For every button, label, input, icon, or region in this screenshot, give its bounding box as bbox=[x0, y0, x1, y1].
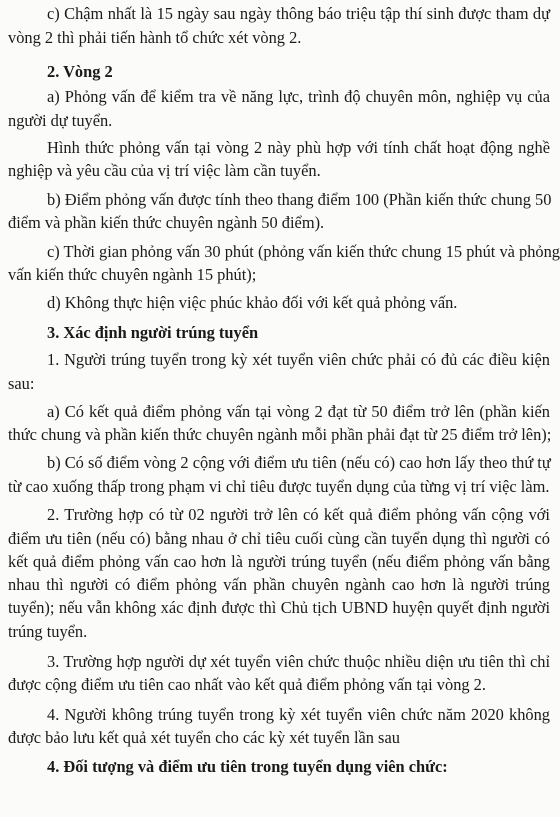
para-line: người dự tuyển. bbox=[8, 111, 113, 130]
para-line: được cộng điểm ưu tiên cao nhất vào kết quả điểm phỏng vấn tại vòng 2. bbox=[8, 675, 486, 694]
para-line: Hình thức phỏng vấn tại vòng 2 này phù hợp với tính chất hoạt động nghề bbox=[47, 138, 550, 157]
para-line: d) Không thực hiện việc phúc khảo đối với kết quả phỏng vấn. bbox=[47, 293, 458, 312]
para-line: b) Điểm phỏng vấn được tính theo thang điểm 100 (Phần kiến thức chung 50 bbox=[47, 190, 552, 209]
para-line: điểm ưu tiên (nếu có) bằng nhau ở chỉ tiêu cuối cùng cần tuyển dụng thì người có bbox=[8, 529, 550, 548]
para-line: 1. Người trúng tuyển trong kỳ xét tuyển viên chức phải có đủ các điều kiện bbox=[47, 350, 550, 369]
para-line: c) Chậm nhất là 15 ngày sau ngày thông báo triệu tập thí sinh được tham dự bbox=[47, 4, 550, 23]
para-line: 2. Trường hợp có từ 02 người trở lên có kết quả điểm phỏng vấn cộng với bbox=[47, 505, 550, 524]
para-line: thức chung và phần kiến thức chuyên ngành mỗi phần phải đạt từ 25 điểm trở lên); bbox=[8, 425, 552, 444]
para-line: từ cao xuống thấp trong phạm vi chỉ tiêu được tuyển dụng của từng vị trí việc làm. bbox=[8, 477, 550, 496]
para-line: b) Có số điểm vòng 2 cộng với điểm ưu tiên (nếu có) cao hơn lấy theo thứ tự bbox=[47, 453, 551, 472]
para-line: c) Thời gian phỏng vấn 30 phút (phỏng vấn kiến thức chung 15 phút và phỏng bbox=[47, 242, 560, 261]
para-line: điểm và phần kiến thức chuyên ngành 50 điểm). bbox=[8, 213, 325, 232]
section-heading: 4. Đối tượng và điểm ưu tiên trong tuyển dụng viên chức: bbox=[47, 757, 448, 776]
para-line: kết quả điểm phỏng vấn cao hơn là người trúng tuyển (nếu điểm phỏng vấn bằng bbox=[8, 552, 550, 571]
para-line: a) Có kết quả điểm phỏng vấn tại vòng 2 đạt từ 50 điểm trở lên (phần kiến bbox=[47, 402, 550, 421]
para-line: 3. Trường hợp người dự xét tuyển viên chức thuộc nhiều diện ưu tiên thì chỉ bbox=[47, 652, 550, 671]
para-line: sau: bbox=[8, 374, 35, 393]
para-line: 4. Người không trúng tuyển trong kỳ xét tuyển viên chức năm 2020 không bbox=[47, 705, 550, 724]
section-heading: 3. Xác định người trúng tuyển bbox=[47, 323, 259, 342]
section-heading: 2. Vòng 2 bbox=[47, 62, 113, 81]
para-line: nghiệp và yêu cầu của vị trí việc làm cần tuyển. bbox=[8, 161, 321, 180]
para-line: vấn kiến thức chuyên ngành 15 phút); bbox=[8, 265, 257, 284]
para-line: nhau thì người có điểm phỏng vấn phần chuyên ngành cao hơn là người trúng bbox=[8, 575, 550, 594]
para-line: vòng 2 thì phải tiến hành tổ chức xét vòng 2. bbox=[8, 28, 302, 47]
para-line: tuyển); nếu vẫn không xác định được thì Chủ tịch UBND huyện quyết định người bbox=[8, 598, 550, 617]
para-line: được bảo lưu kết quả xét tuyển cho các kỳ xét tuyển lần sau bbox=[8, 728, 400, 747]
para-line: trúng tuyển. bbox=[8, 622, 88, 641]
para-line: a) Phỏng vấn để kiểm tra về năng lực, trình độ chuyên môn, nghiệp vụ của bbox=[47, 87, 550, 106]
